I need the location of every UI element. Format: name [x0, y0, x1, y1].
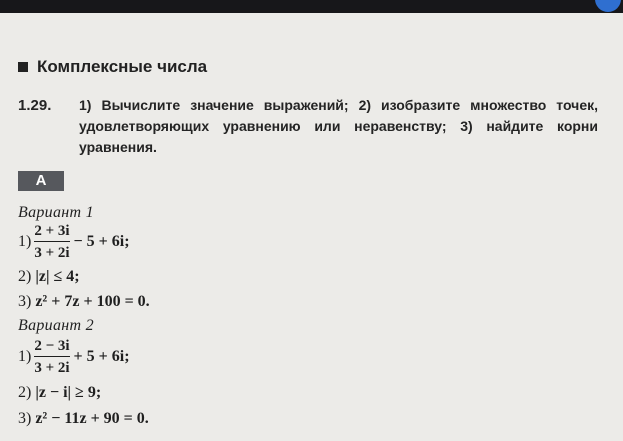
- item-number: 3): [18, 293, 32, 310]
- fraction-bar: [34, 356, 69, 357]
- section-title: Комплексные числа: [37, 57, 208, 76]
- level-badge: А: [18, 171, 64, 191]
- variant-1-item-1: [18, 222, 130, 262]
- variant-1-item-3: [18, 293, 150, 311]
- fraction-bar: [34, 241, 69, 242]
- item-number: 2): [18, 268, 32, 285]
- item-number: 3): [18, 410, 32, 427]
- expression-rest: − 5 + 6i;: [73, 233, 130, 251]
- equation: z² + 7z + 100 = 0.: [35, 293, 150, 310]
- fraction: [34, 337, 69, 377]
- variant-2-title: Вариант 2: [18, 317, 94, 334]
- variant-1-title: Вариант 1: [18, 204, 94, 221]
- variant-2-item-1: [18, 337, 130, 377]
- variant-1-item-2: [18, 268, 80, 286]
- problem-statement: [18, 95, 598, 158]
- fraction-denominator: 3 + 2i: [34, 360, 70, 377]
- blue-circle-icon: [595, 0, 621, 12]
- problem-text: 1) Вычислите значение выражений; 2) изобразите множество точек, удовлетворяющих уравнению или неравенству; 3) найдите корни уравнения.: [79, 97, 598, 155]
- fraction-denominator: 3 + 2i: [34, 245, 70, 262]
- variant-2-item-2: [18, 384, 101, 402]
- square-bullet-icon: [18, 62, 28, 72]
- item-number: 2): [18, 384, 32, 401]
- problem-number: 1.29.: [18, 97, 52, 114]
- fraction-numerator: 2 − 3i: [34, 338, 70, 354]
- top-dark-bar: [0, 0, 623, 13]
- fraction: [34, 222, 69, 262]
- section-heading: [18, 57, 207, 77]
- expression-rest: + 5 + 6i;: [73, 348, 130, 366]
- item-number: 1): [18, 233, 32, 251]
- inequality: |z − i| ≥ 9;: [35, 384, 102, 401]
- equation: z² − 11z + 90 = 0.: [35, 410, 149, 427]
- inequality: |z| ≤ 4;: [35, 268, 80, 285]
- variant-2-item-3: [18, 410, 149, 428]
- fraction-numerator: 2 + 3i: [34, 223, 70, 239]
- item-number: 1): [18, 348, 32, 366]
